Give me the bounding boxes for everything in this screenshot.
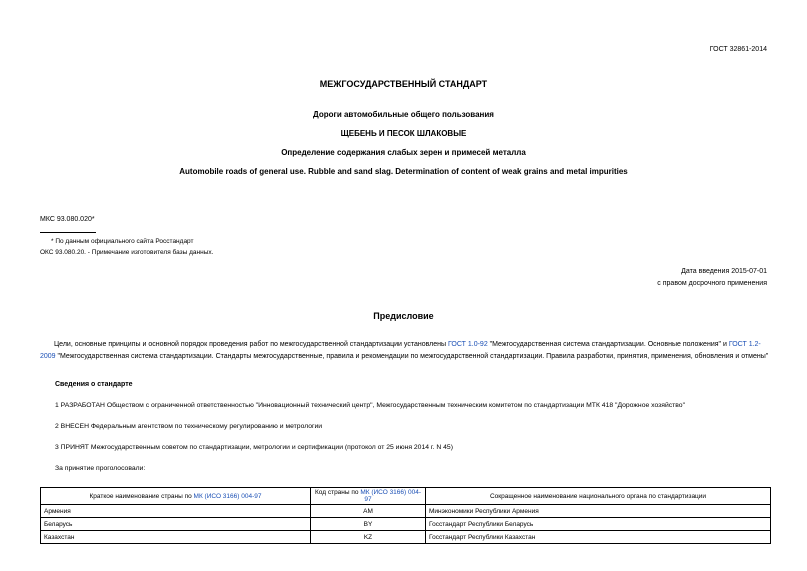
mk-iso-link[interactable]: МК (ИСО 3166) 004-97 [193, 492, 262, 500]
code-cell: BY [311, 518, 426, 531]
preface-heading: Предисловие [373, 311, 434, 321]
mk-iso-link[interactable]: МК (ИСО 3166) 004-97 [360, 489, 422, 503]
code-cell: AM [311, 505, 426, 518]
gost-1-2-2009-link[interactable]: ГОСТ 1.2-2009 [40, 341, 761, 360]
method-heading: Определение содержания слабых зерен и примесей металла [281, 148, 526, 157]
mks-code: МКС 93.080.020* [40, 216, 95, 223]
preface-text-2: "Межгосударственная система стандартизации. Основные положения" и [487, 341, 729, 348]
code-cell: KZ [311, 531, 426, 544]
info-item-introduced: 2 ВНЕСЕН Федеральным агентством по техническому регулированию и метрологии [55, 423, 323, 430]
preface-paragraph [40, 339, 770, 363]
standard-info-title: Сведения о стандарте [55, 381, 133, 388]
table-row [41, 531, 771, 544]
standard-type-heading: МЕЖГОСУДАРСТВЕННЫЙ СТАНДАРТ [319, 79, 488, 89]
body-cell: Госстандарт Республики Беларусь [426, 518, 771, 531]
header-standards-body: Сокращенное наименование национального органа по стандартизации [426, 488, 771, 505]
footnote-line-1: * По данным официального сайта Росстандарт [51, 238, 194, 245]
table-header-row [41, 488, 771, 505]
info-item-voted: За принятие проголосовали: [55, 465, 146, 472]
table-row [41, 505, 771, 518]
preface-text-1: Цели, основные принципы и основной порядок проведения работ по межгосударственной стандартизации установлены [54, 341, 448, 348]
gost-1-0-92-link[interactable]: ГОСТ 1.0-92 [447, 341, 488, 348]
preface-text-3: "Межгосударственная система стандартизации. Стандарты межгосударственные, правила и рекомендации по межгосударственной стандартизации. Правила разработки, принятия, применения, обновления и отмены" [55, 353, 769, 360]
document-code: ГОСТ 32861-2014 [709, 46, 767, 53]
english-title: Automobile roads of general use. Rubble and sand slag. Determination of content of weak grains and metal impurities [179, 167, 628, 176]
country-cell: Армения [41, 505, 311, 518]
body-cell: Госстандарт Республики Казахстан [426, 531, 771, 544]
header-code-text: Код страны по [314, 489, 361, 496]
footnote-line-2: ОКС 93.080.20. - Примечание изготовителя базы данных. [40, 249, 214, 256]
subject-heading: Дороги автомобильные общего пользования [313, 110, 494, 119]
countries-table [40, 487, 771, 544]
table-row [41, 518, 771, 531]
intro-date: Дата введения 2015-07-01 [681, 268, 767, 275]
header-country-code [311, 488, 426, 505]
country-cell: Беларусь [41, 518, 311, 531]
header-country-name [41, 488, 311, 505]
footnote-divider [40, 232, 96, 233]
info-item-developed: 1 РАЗРАБОТАН Обществом с ограниченной ответственностью "Инновационный технический центр", Межгосударственным техническим комитетом по стандартизации МТК 418 "Дорожное хозяйство" [55, 402, 685, 409]
early-application-note: с правом досрочного применения [657, 280, 767, 287]
info-item-adopted: 3 ПРИНЯТ Межгосударственным советом по стандартизации, метрологии и сертификации (протокол от 25 июня 2014 г. N 45) [55, 444, 453, 451]
material-heading: ЩЕБЕНЬ И ПЕСОК ШЛАКОВЫЕ [340, 129, 467, 138]
body-cell: Минэкономики Республики Армения [426, 505, 771, 518]
country-cell: Казахстан [41, 531, 311, 544]
header-country-text: Краткое наименование страны по [89, 492, 194, 500]
